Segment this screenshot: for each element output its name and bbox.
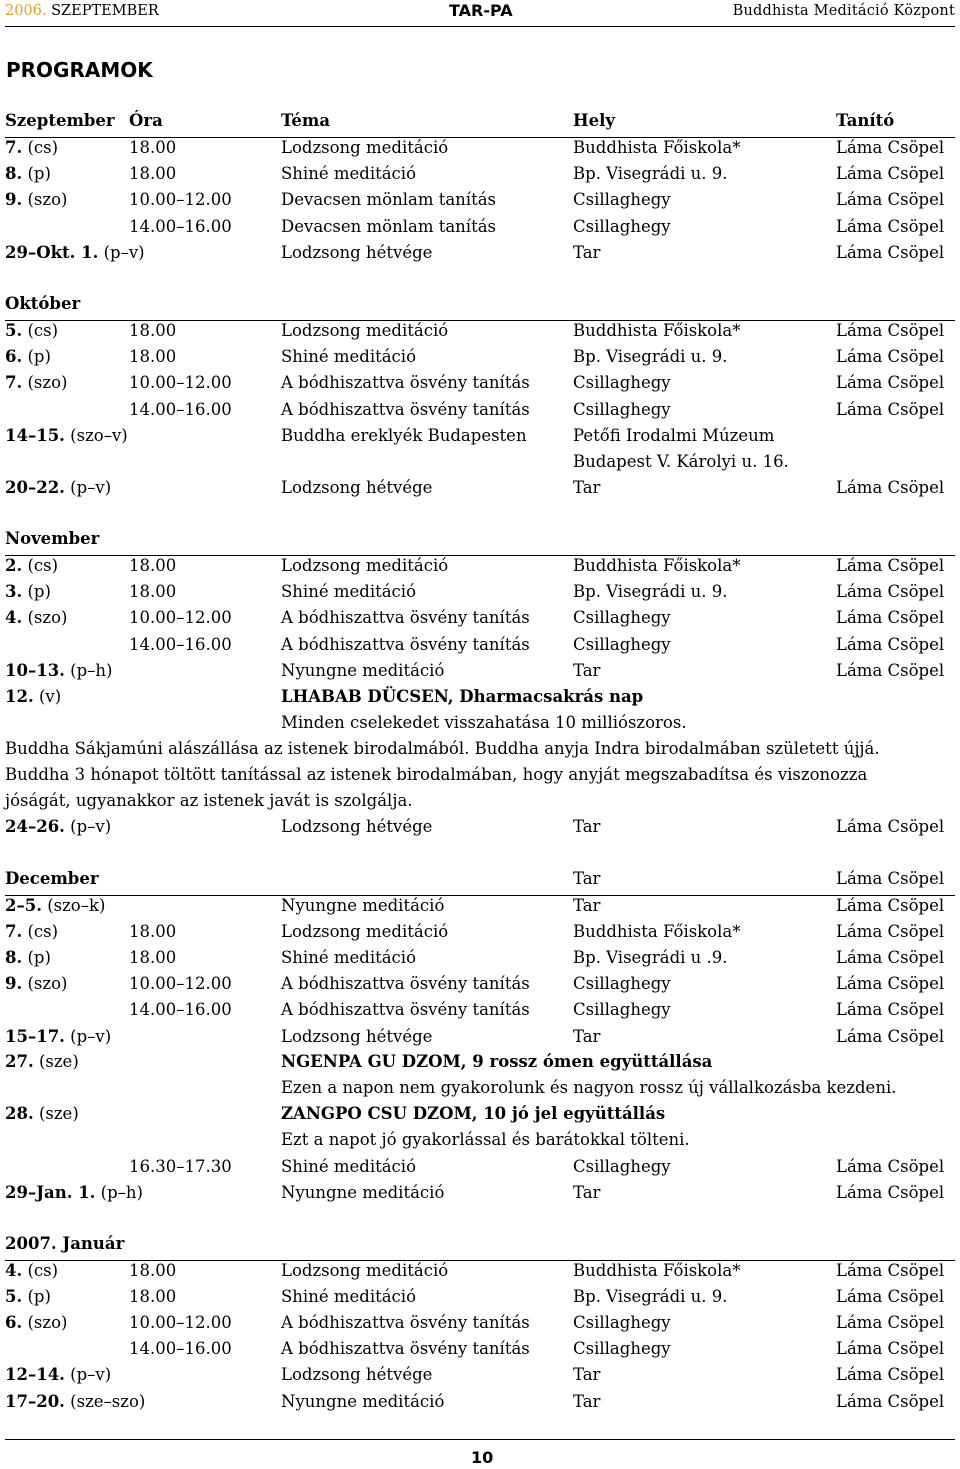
topic-cell: Lodzsong meditáció [281, 922, 449, 942]
teacher-cell: Láma Csöpel [836, 974, 945, 994]
date-day: 4. [5, 1261, 23, 1280]
table-row [0, 426, 960, 452]
place-cell: Bp. Visegrádi u. 9. [573, 1287, 728, 1307]
page-header [5, 0, 955, 27]
time-cell: 18.00 [129, 321, 177, 340]
topic-cell: A bódhiszattva ösvény tanítás [281, 1339, 530, 1359]
topic-cell: Shiné meditáció [281, 1287, 417, 1307]
table-row [0, 817, 960, 843]
table-row [0, 713, 960, 739]
topic-cell: Shiné meditáció [281, 347, 417, 367]
date-day: 9. [5, 190, 23, 210]
teacher-cell: Láma Csöpel [836, 478, 945, 498]
date-cell [5, 922, 58, 941]
date-weekday: (szo) [22, 608, 68, 628]
teacher-cell: Láma Csöpel [836, 922, 945, 942]
date-cell [5, 948, 51, 967]
time-cell: 18.00 [129, 1287, 177, 1307]
date-weekday: (szo) [22, 190, 68, 210]
date-cell [5, 1183, 143, 1202]
time-cell: 14.00–16.00 [129, 216, 232, 236]
place-cell: Csillaghegy [573, 399, 671, 419]
date-day: 24–26. [5, 817, 65, 836]
column-teacher: Tanító [836, 111, 895, 130]
header-year: 2006. [5, 3, 47, 19]
date-cell [5, 243, 145, 262]
table-row [0, 1261, 960, 1287]
place-cell: Tar [573, 817, 601, 836]
page-title: PROGRAMOK [6, 58, 153, 82]
time-cell: 18.00 [129, 582, 177, 602]
place-cell: Tar [573, 869, 601, 888]
time-cell: 18.00 [129, 922, 177, 942]
time-cell: 10.00–12.00 [129, 190, 232, 210]
place-cell: Csillaghegy [573, 1339, 671, 1359]
date-weekday: (szo–v) [64, 425, 128, 445]
date-cell [5, 426, 128, 445]
teacher-cell: Láma Csöpel [836, 896, 945, 915]
topic-cell: Shiné meditáció [281, 164, 417, 184]
date-cell [5, 1313, 67, 1332]
date-day: 12–14. [5, 1365, 65, 1385]
time-cell: 18.00 [129, 556, 177, 575]
teacher-cell: Láma Csöpel [836, 216, 945, 236]
date-cell [5, 974, 67, 993]
topic-cell: A bódhiszattva ösvény tanítás [281, 373, 530, 393]
section-title: December [5, 869, 99, 888]
date-cell [5, 556, 58, 575]
date-weekday: (p) [22, 1287, 51, 1307]
date-day: 9. [5, 974, 23, 994]
topic-cell: A bódhiszattva ösvény tanítás [281, 1313, 530, 1333]
place-cell: Buddhista Főiskola* [573, 138, 741, 157]
section-november [5, 529, 955, 556]
date-weekday: (cs) [22, 138, 59, 157]
event-title: LHABAB DÜCSEN, Dharmacsakrás nap [281, 687, 644, 706]
table-row [0, 243, 960, 269]
table-row [0, 452, 960, 478]
table-row [0, 321, 960, 347]
table-row [0, 164, 960, 190]
table-row [0, 1078, 960, 1104]
place-cell: Buddhista Főiskola* [573, 1261, 741, 1280]
date-weekday: (sze–szo) [64, 1391, 146, 1411]
date-weekday: (p–v) [64, 817, 112, 836]
date-day: 3. [5, 582, 23, 602]
place-cell: Tar [573, 1391, 601, 1411]
section-january [5, 1234, 955, 1261]
table-row [0, 922, 960, 948]
table-row [0, 1027, 960, 1053]
topic-cell: Nyungne meditáció [281, 1183, 445, 1203]
date-day: 6. [5, 1313, 23, 1333]
time-cell: 18.00 [129, 138, 177, 157]
date-weekday: (p–v) [98, 242, 145, 262]
table-row [0, 347, 960, 373]
page-number: 10 [471, 1448, 494, 1467]
table-row [0, 1392, 960, 1418]
date-weekday: (p–v) [64, 1026, 112, 1046]
table-row [0, 1052, 960, 1078]
time-cell: 18.00 [129, 1261, 177, 1280]
place-cell: Csillaghegy [573, 608, 671, 628]
date-cell [5, 582, 51, 601]
teacher-cell: Láma Csöpel [836, 190, 945, 210]
date-day: 12. [5, 687, 34, 706]
topic-cell: Lodzsong meditáció [281, 556, 449, 575]
section-title: Október [5, 294, 81, 313]
table-row [0, 400, 960, 426]
table-row [0, 1000, 960, 1026]
topic-cell: Nyungne meditáció [281, 896, 445, 915]
teacher-cell: Láma Csöpel [836, 634, 945, 654]
place-cell: Tar [573, 660, 601, 680]
time-cell: 16.30–17.30 [129, 1157, 232, 1176]
date-cell [5, 817, 111, 836]
teacher-cell: Láma Csöpel [836, 138, 945, 157]
date-weekday: (p–h) [64, 660, 113, 680]
date-cell [5, 1287, 51, 1306]
table-row [0, 138, 960, 164]
date-day: 6. [5, 347, 23, 367]
section-december [5, 869, 955, 896]
column-month: Szeptember [5, 111, 115, 130]
date-cell [5, 373, 67, 392]
header-org-name: Buddhista Meditáció Központ [732, 3, 955, 19]
column-header-row [5, 111, 955, 138]
topic-cell: Lodzsong hétvége [281, 478, 433, 498]
date-weekday: (p) [22, 347, 51, 367]
topic-cell: Shiné meditáció [281, 582, 417, 602]
date-weekday: (sze) [33, 1104, 79, 1123]
teacher-cell: Láma Csöpel [836, 1339, 945, 1359]
header-center-title: TAR-PA [449, 1, 513, 20]
topic-cell: A bódhiszattva ösvény tanítás [281, 399, 530, 419]
topic-cell: Shiné meditáció [281, 1157, 417, 1176]
date-weekday: (p) [22, 164, 51, 184]
date-weekday: (szo) [22, 1313, 68, 1333]
place-cell: Csillaghegy [573, 373, 671, 393]
date-day: 27. [5, 1052, 34, 1071]
event-note: Buddha Sákjamúni alászállása az istenek birodalmából. Buddha anyja Indra birodalmában született újjá. [5, 739, 880, 758]
place-cell: Buddhista Főiskola* [573, 321, 741, 340]
place-cell: Csillaghegy [573, 216, 671, 236]
date-cell [5, 687, 61, 706]
date-cell [5, 1392, 145, 1411]
table-row [0, 1157, 960, 1183]
topic-cell: Nyungne meditáció [281, 1391, 445, 1411]
topic-cell: Lodzsong meditáció [281, 321, 449, 340]
teacher-cell: Láma Csöpel [836, 347, 945, 367]
date-weekday: (szo) [22, 974, 68, 994]
section-title: 2007. Január [5, 1234, 125, 1253]
topic-cell: A bódhiszattva ösvény tanítás [281, 634, 530, 654]
date-day: 4. [5, 608, 23, 628]
table-row [0, 1287, 960, 1313]
date-weekday: (p) [22, 948, 51, 968]
footer-divider [5, 1439, 955, 1440]
date-day: 5. [5, 321, 23, 340]
place-cell: Tar [573, 242, 601, 262]
date-day: 8. [5, 948, 23, 968]
event-note: Ezen a napon nem gyakorolunk és nagyon rossz új vállalkozásba kezdeni. [281, 1078, 897, 1097]
topic-cell: A bódhiszattva ösvény tanítás [281, 1000, 530, 1020]
date-weekday: (p–v) [64, 1365, 112, 1385]
topic-cell: A bódhiszattva ösvény tanítás [281, 608, 530, 628]
date-cell [5, 138, 58, 157]
date-cell [5, 1365, 111, 1384]
date-cell [5, 164, 51, 183]
date-weekday: (cs) [22, 556, 59, 575]
time-cell: 14.00–16.00 [129, 634, 232, 654]
date-day: 29–Jan. 1. [5, 1183, 96, 1203]
teacher-cell: Láma Csöpel [836, 556, 945, 575]
date-day: 2–5. [5, 896, 42, 915]
event-title: ZANGPO CSU DZOM, 10 jó jel együttállás [281, 1104, 666, 1123]
date-day: 7. [5, 922, 23, 942]
teacher-cell: Láma Csöpel [836, 1313, 945, 1333]
date-weekday: (cs) [22, 922, 59, 942]
date-cell [5, 478, 111, 497]
date-day: 20–22. [5, 478, 65, 498]
date-cell [5, 347, 51, 366]
date-day: 10–13. [5, 660, 65, 680]
topic-cell: Lodzsong meditáció [281, 138, 449, 157]
date-day: 15–17. [5, 1026, 65, 1046]
time-cell: 10.00–12.00 [129, 974, 232, 994]
teacher-cell: Láma Csöpel [836, 608, 945, 628]
event-note: jóságát, ugyanakkor az istenek javát is szolgálja. [5, 791, 413, 810]
table-row [0, 1313, 960, 1339]
header-month: SZEPTEMBER [46, 3, 159, 19]
teacher-cell: Láma Csöpel [836, 869, 945, 888]
teacher-cell: Láma Csöpel [836, 1391, 945, 1411]
date-cell [5, 896, 105, 915]
place-cell: Budapest V. Károlyi u. 16. [573, 452, 789, 471]
column-time: Óra [129, 111, 163, 130]
event-title: NGENPA GU DZOM, 9 rossz ómen együttállása [281, 1052, 713, 1071]
time-cell: 18.00 [129, 164, 177, 184]
date-cell [5, 1027, 111, 1046]
date-weekday: (p–v) [64, 478, 112, 498]
date-weekday: (szo–k) [41, 896, 106, 915]
teacher-cell: Láma Csöpel [836, 817, 945, 836]
teacher-cell: Láma Csöpel [836, 948, 945, 968]
date-day: 28. [5, 1104, 34, 1123]
place-cell: Buddhista Főiskola* [573, 556, 741, 575]
place-cell: Bp. Visegrádi u. 9. [573, 164, 728, 184]
topic-cell: Devacsen mönlam tanítás [281, 190, 497, 210]
time-cell: 18.00 [129, 948, 177, 968]
time-cell: 18.00 [129, 347, 177, 367]
table-row [0, 687, 960, 713]
teacher-cell: Láma Csöpel [836, 660, 945, 680]
date-weekday: (szo) [22, 373, 68, 393]
teacher-cell: Láma Csöpel [836, 1157, 945, 1176]
teacher-cell: Láma Csöpel [836, 373, 945, 393]
date-day: 29–Okt. 1. [5, 242, 99, 262]
table-row [0, 478, 960, 504]
date-weekday: (v) [33, 687, 62, 706]
place-cell: Csillaghegy [573, 1313, 671, 1333]
table-row [0, 373, 960, 399]
date-day: 5. [5, 1287, 23, 1307]
topic-cell: Lodzsong hétvége [281, 242, 433, 262]
topic-cell: Nyungne meditáció [281, 660, 445, 680]
place-cell: Bp. Visegrádi u. 9. [573, 582, 728, 602]
teacher-cell: Láma Csöpel [836, 582, 945, 602]
event-note: Minden cselekedet visszahatása 10 milliószoros. [281, 713, 687, 732]
date-day: 8. [5, 164, 23, 184]
place-cell: Buddhista Főiskola* [573, 922, 741, 942]
date-weekday: (sze) [33, 1052, 79, 1071]
teacher-cell: Láma Csöpel [836, 1261, 945, 1280]
column-place: Hely [573, 111, 615, 130]
table-row [0, 190, 960, 216]
place-cell: Tar [573, 896, 601, 915]
column-topic: Téma [281, 111, 331, 130]
time-cell: 14.00–16.00 [129, 399, 232, 419]
date-day: 7. [5, 138, 23, 157]
teacher-cell: Láma Csöpel [836, 1365, 945, 1385]
table-row [0, 582, 960, 608]
teacher-cell: Láma Csöpel [836, 399, 945, 419]
date-weekday: (p) [22, 582, 51, 602]
time-cell: 10.00–12.00 [129, 373, 232, 393]
place-cell: Petőfi Irodalmi Múzeum [573, 425, 775, 445]
place-cell: Bp. Visegrádi u .9. [573, 948, 728, 968]
topic-cell: Lodzsong hétvége [281, 1365, 433, 1385]
date-weekday: (p–h) [95, 1183, 143, 1203]
date-cell [5, 661, 112, 680]
topic-cell: Lodzsong meditáció [281, 1261, 449, 1280]
topic-cell: Lodzsong hétvége [281, 817, 433, 836]
place-cell: Bp. Visegrádi u. 9. [573, 347, 728, 367]
place-cell: Tar [573, 478, 601, 498]
table-row [0, 1183, 960, 1209]
date-weekday: (cs) [22, 1261, 59, 1280]
topic-cell: Devacsen mönlam tanítás [281, 216, 497, 236]
topic-cell: Buddha ereklyék Budapesten [281, 425, 527, 445]
event-note: Buddha 3 hónapot töltött tanítással az istenek birodalmában, hogy anyját megszabadítsa és viszonozza [5, 765, 868, 784]
table-row [0, 608, 960, 634]
teacher-cell: Láma Csöpel [836, 1026, 945, 1046]
teacher-cell: Láma Csöpel [836, 321, 945, 340]
date-cell [5, 608, 67, 627]
table-row [0, 1365, 960, 1391]
teacher-cell: Láma Csöpel [836, 1000, 945, 1020]
time-cell: 14.00–16.00 [129, 1000, 232, 1020]
place-cell: Tar [573, 1183, 601, 1203]
time-cell: 14.00–16.00 [129, 1339, 232, 1359]
date-cell [5, 1052, 79, 1071]
teacher-cell: Láma Csöpel [836, 1287, 945, 1307]
table-row [0, 556, 960, 582]
date-day: 17–20. [5, 1391, 65, 1411]
table-row [0, 1339, 960, 1365]
header-date [5, 3, 159, 19]
place-cell: Tar [573, 1365, 601, 1385]
place-cell: Csillaghegy [573, 634, 671, 654]
table-row [0, 635, 960, 661]
date-cell [5, 321, 58, 340]
teacher-cell: Láma Csöpel [836, 1183, 945, 1203]
table-row [0, 974, 960, 1000]
time-cell: 10.00–12.00 [129, 1313, 232, 1333]
topic-cell: Lodzsong hétvége [281, 1026, 433, 1046]
date-weekday: (cs) [22, 321, 59, 340]
event-note: Ezt a napot jó gyakorlással és barátokkal tölteni. [281, 1130, 690, 1149]
topic-cell: A bódhiszattva ösvény tanítás [281, 974, 530, 994]
teacher-cell: Láma Csöpel [836, 242, 945, 262]
place-cell: Tar [573, 1026, 601, 1046]
table-row [0, 217, 960, 243]
table-row [0, 1104, 960, 1130]
place-cell: Csillaghegy [573, 1157, 671, 1176]
table-row [0, 1130, 960, 1156]
teacher-cell: Láma Csöpel [836, 164, 945, 184]
table-row [0, 896, 960, 922]
date-day: 7. [5, 373, 23, 393]
section-october [5, 294, 955, 321]
date-cell [5, 1261, 58, 1280]
table-row [0, 661, 960, 687]
table-row [0, 948, 960, 974]
date-day: 14–15. [5, 425, 65, 445]
date-day: 2. [5, 556, 23, 575]
place-cell: Csillaghegy [573, 190, 671, 210]
date-cell [5, 1104, 79, 1123]
date-cell [5, 190, 67, 209]
place-cell: Csillaghegy [573, 1000, 671, 1020]
time-cell: 10.00–12.00 [129, 608, 232, 628]
section-title: November [5, 529, 100, 548]
topic-cell: Shiné meditáció [281, 948, 417, 968]
place-cell: Csillaghegy [573, 974, 671, 994]
